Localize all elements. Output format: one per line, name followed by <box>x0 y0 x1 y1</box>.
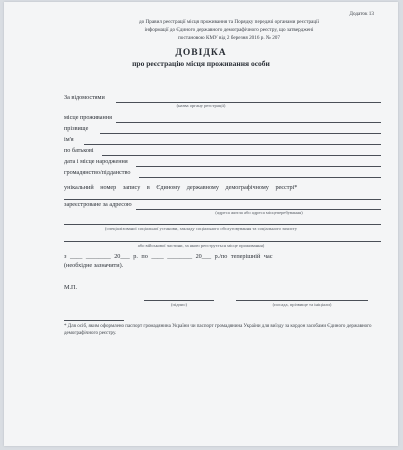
residence-line[interactable] <box>116 122 381 123</box>
issued-to-label: За відомостями <box>64 94 105 101</box>
surname-label: прізвище <box>64 125 89 132</box>
unique-record-label: унікальний номер запису в Єдиному державному демографічному реєстрі* <box>64 184 298 191</box>
period-line[interactable]: з ____ ________ 20___ р. по ____ ________ 20___ р./по теперішній час <box>64 253 273 260</box>
footnote-separator <box>64 320 124 321</box>
birth-line[interactable] <box>136 166 381 167</box>
header-line-2: до Правил реєстрації місця проживання та Порядку передачі органами реєстрації <box>138 19 320 25</box>
citizenship-label: громадянство/підданство <box>64 169 131 176</box>
period-caption: (необхідне зазначити). <box>64 262 124 269</box>
signature-line[interactable] <box>144 300 214 301</box>
registered-label: зареєстроване за адресою <box>64 201 132 208</box>
patronymic-line[interactable] <box>102 155 381 156</box>
address-caption: (адреса житла або адреса місцеперебування) <box>215 210 303 215</box>
unique-record-line[interactable] <box>64 199 381 200</box>
header-line-3: інформації до Єдиного державного демографічного реєстру, що затверджені <box>144 27 314 33</box>
position-caption: (посада, прізвище та ініціали) <box>272 302 332 307</box>
residence-label: місце проживання <box>64 114 112 121</box>
form-subtitle: про реєстрацію місця проживання особи <box>132 59 270 68</box>
header-annex: Додаток 13 <box>349 11 374 17</box>
signature-caption: (підпис) <box>170 302 188 307</box>
military-caption: або військової частини, за якою реєструється місце проживання) <box>137 243 265 248</box>
form-page <box>4 2 398 446</box>
surname-line[interactable] <box>100 133 381 134</box>
name-label: ім'я <box>64 136 74 143</box>
stamp-mark: М.П. <box>64 284 78 291</box>
footnote: * Для осіб, яким оформлено паспорт громадянина України чи паспорт громадянина України для виїзду за кордон засобами Єдиного державного демографічного реєстру. <box>64 324 372 336</box>
header-line-4: постановою КМУ від 2 березня 2016 р. № 207 <box>178 35 280 41</box>
institution-caption: (спеціалізованої соціальної установи, закладу соціального обслуговування та соціального захисту <box>104 226 297 231</box>
citizenship-line[interactable] <box>139 177 381 178</box>
patronymic-label: по батькові <box>64 147 94 154</box>
name-line[interactable] <box>84 144 381 145</box>
institution-line[interactable] <box>64 224 381 225</box>
issued-to-caption: (назва органу реєстрації) <box>176 103 226 108</box>
form-title: ДОВІДКА <box>175 48 227 58</box>
birth-label: дата і місце народження <box>64 158 128 165</box>
military-line[interactable] <box>64 241 381 242</box>
position-line[interactable] <box>236 300 368 301</box>
